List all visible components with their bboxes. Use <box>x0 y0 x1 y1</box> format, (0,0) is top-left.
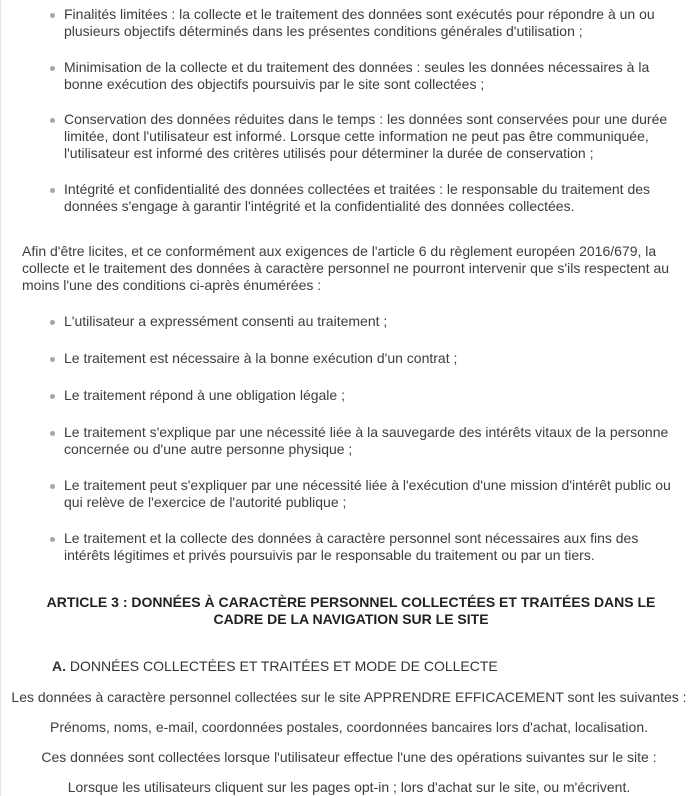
list-item: Conservation des données réduites dans le temps : les données sont conservées pour une durée limitée, dont l'utilisateur est informé. Lorsque cette information ne peut pas être communiquée, l'utilisateur est informé des critères utilisés pour déterminer la durée de conservation ; <box>64 111 684 162</box>
section-a-letter: A. <box>52 658 66 674</box>
list-item: Le traitement peut s'expliquer par une nécessité liée à l'exécution d'une mission d'intérêt public ou qui relève de l'exercice de l'autorité publique ; <box>64 477 684 511</box>
list-item: Le traitement s'explique par une nécessité liée à la sauvegarde des intérêts vitaux de la personne concernée ou d'une autre personne physique ; <box>64 424 684 458</box>
section-a-heading <box>52 658 498 675</box>
list-item: Le traitement et la collecte des données à caractère personnel sont nécessaires aux fins des intérêts légitimes et privés poursuivis par le responsable du traitement ou par un tiers. <box>64 530 684 564</box>
list-item: Minimisation de la collecte et du traitement des données : seules les données nécessaires à la bonne exécution des objectifs poursuivis par le site sont collectées ; <box>64 59 684 93</box>
list-item: Intégrité et confidentialité des données collectées et traitées : le responsable du traitement des données s'engage à garantir l'intégrité et la confidentialité des données collectées. <box>64 181 684 215</box>
article-3-title: ARTICLE 3 : DONNÉES À CARACTÈRE PERSONNEL COLLECTÉES ET TRAITÉES DANS LE CADRE DE LA NAVIGATION SUR LE SITE <box>46 594 656 627</box>
collection-operations: Lorsque les utilisateurs cliquent sur les pages opt-in ; lors d'achat sur le site, ou m'écrivent. <box>67 779 631 795</box>
list-item: L'utilisateur a expressément consenti au traitement ; <box>64 313 684 330</box>
list-item: Finalités limitées : la collecte et le traitement des données sont exécutés pour répondre à un ou plusieurs objectifs déterminés dans les présentes conditions générales d'utilisation ; <box>64 6 684 40</box>
lawfulness-paragraph: Afin d'être licites, et ce conformément aux exigences de l'article 6 du règlement européen 2016/679, la collecte et le traitement des données à caractère personnel ne pourront intervenir que s'ils respectent au moins l'une des conditions ci-après énumérées : <box>22 243 670 293</box>
list-item: Le traitement est nécessaire à la bonne exécution d'un contrat ; <box>64 350 684 367</box>
section-a-title: DONNÉES COLLECTÉES ET TRAITÉES ET MODE DE COLLECTE <box>69 658 498 674</box>
collection-intro: Ces données sont collectées lorsque l'utilisateur effectue l'une des opérations suivantes sur le site : <box>41 749 657 765</box>
list-item: Le traitement répond à une obligation légale ; <box>64 387 684 404</box>
data-collected-list: Prénoms, noms, e-mail, coordonnées postales, coordonnées bancaires lors d'achat, localisation. <box>50 719 648 735</box>
data-collected-intro: Les données à caractère personnel collectées sur le site APPRENDRE EFFICACEMENT sont les suivantes : <box>11 689 687 705</box>
